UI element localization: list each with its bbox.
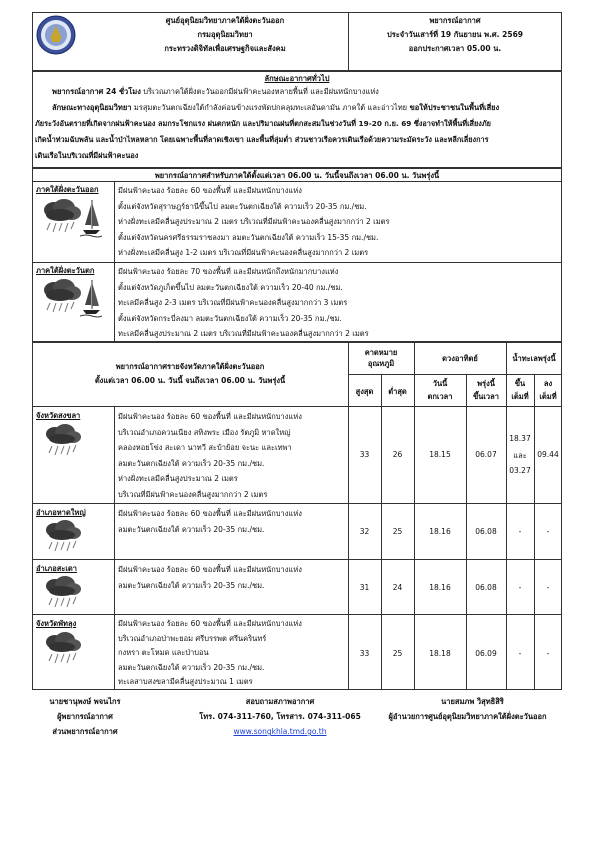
row-temp-min: 24 <box>392 583 403 592</box>
row-tide-high: 18.37 <box>509 434 531 443</box>
region-west-line: ทะเลมีคลื่นสูง 2-3 เมตร บริเวณที่มีฝนฟ้าคะนองคลื่นสูงมากกว่า 3 เมตร <box>118 298 348 307</box>
region-west-line: ตั้งแต่จังหวัดกระบี่ลงมา ลมตะวันตกเฉียงใต้ ความเร็ว 20-35 กม./ชม. <box>118 313 342 323</box>
general-paragraph-2-line-2: ภัยระวังอันตรายที่เกิดจากฝนฟ้าคะนอง ลมกระโชกแรง ฝนตกหนัก และปริมาณฝนที่ตกสะสมในช่วงวันที่ 19-20 ก.ย. 69 ซึ่งอาจทำให้พื้นที่เสี่ยงภัย <box>35 119 491 128</box>
provincial-subheading: ตั้งแต่เวลา 06.00 น. วันนี้ จนถึงเวลา 06.00 น. วันพรุ่งนี้ <box>94 376 286 385</box>
row-sunset: 18.18 <box>429 649 451 658</box>
contact-heading: สอบถามสภาพอากาศ <box>245 697 315 706</box>
row-forecast-line: คลองหอยโข่ง สะเดา นาทวี สะบ้าย้อย จะนะ และเทพา <box>118 443 292 452</box>
row-sunset: 18.16 <box>429 583 451 592</box>
region-west-line: มีฝนฟ้าคะนอง ร้อยละ 70 ของพื้นที่ และมีฝนหนักถึงหนักมากบางแห่ง <box>118 267 339 276</box>
rain-cloud-icon <box>40 574 88 610</box>
region-east-line: ตั้งแต่จังหวัดนครศรีธรรมราชลงมา ลมตะวันตกเฉียงใต้ ความเร็ว 15-35 กม./ชม. <box>118 232 379 242</box>
rain-cloud-icon <box>40 630 88 666</box>
col-temp-header: อุณหภูมิ <box>367 359 395 368</box>
page-title: พยากรณ์อากาศ <box>429 16 481 25</box>
row-temp-max: 32 <box>359 527 370 536</box>
col-min-header: ต่ำสุด <box>388 387 407 396</box>
row-tide-high: - <box>518 527 522 536</box>
row-forecast-line: มีฝนฟ้าคะนอง ร้อยละ 60 ของพื้นที่ และมีฝนหนักบางแห่ง <box>118 619 302 628</box>
regional-row-rule <box>32 262 562 263</box>
row-tide-high: - <box>518 583 522 592</box>
row-tide-low: - <box>546 527 550 536</box>
row-rule <box>32 406 562 407</box>
region-west-line: ตั้งแต่จังหวัดภูเก็ตขึ้นไป ลมตะวันตกเฉียงใต้ ความเร็ว 20-40 กม./ชม. <box>118 282 343 292</box>
row-forecast-line: ลมตะวันตกเฉียงใต้ ความเร็ว 20-35 กม./ชม. <box>118 458 265 468</box>
col-low-header: เต็มที่ <box>539 392 557 401</box>
region-east-line: ตั้งแต่จังหวัดสุราษฎร์ธานีขึ้นไป ลมตะวันตกเฉียงใต้ ความเร็ว 20-35 กม./ชม. <box>118 201 367 211</box>
website-link[interactable]: www.songkhla.tmd.go.th <box>233 727 327 736</box>
row-forecast-line: มีฝนฟ้าคะนอง ร้อยละ 60 ของพื้นที่ และมีฝนหนักบางแห่ง <box>118 412 302 421</box>
col-sunset-header: ตกเวลา <box>427 392 453 401</box>
row-sunrise: 06.09 <box>475 649 497 658</box>
region-label-west: ภาคใต้ฝั่งตะวันตก <box>36 266 95 275</box>
header-divider <box>348 12 349 71</box>
row-tide-low: - <box>546 649 550 658</box>
issued-time: ออกประกาศเวลา 05.00 น. <box>408 44 502 53</box>
row-forecast-line: บริเวณอำเภอควนเนียง สทิงพระ เมือง รัตภูมิ หาดใหญ่ <box>118 427 291 437</box>
forecaster-unit: ส่วนพยากรณ์อากาศ <box>52 727 118 736</box>
region-east-line: ห่างฝั่งทะเลมีคลื่นสูงประมาณ 2 เมตร บริเวณที่มีฝนฟ้าคะนองคลื่นสูงมากกว่า 2 เมตร <box>118 217 390 226</box>
header-sub-rule <box>348 374 562 375</box>
region-label-east: ภาคใต้ฝั่งตะวันออก <box>36 185 99 194</box>
row-forecast-line: มีฝนฟ้าคะนอง ร้อยละ 60 ของพื้นที่ และมีฝนหนักบางแห่ง <box>118 509 302 518</box>
row-forecast-text <box>118 506 346 537</box>
rain-cloud-icon <box>40 422 88 458</box>
col-high-header: ขึ้น <box>514 379 526 388</box>
row-sunset: 18.16 <box>429 527 451 536</box>
row-temp-min: 26 <box>392 450 403 459</box>
regional-heading: พยากรณ์อากาศสำหรับภาคใต้ตั้งแต่เวลา 06.00 น. วันนี้จนถึงเวลา 06.00 น. วันพรุ่งนี้ <box>154 171 440 180</box>
col-sunrise-header: ขึ้นเวลา <box>473 392 499 401</box>
col-tide-header: น้ำทะเลพรุ่งนี้ <box>512 354 556 363</box>
row-sunrise: 06.08 <box>475 527 497 536</box>
region-west-text <box>118 264 558 342</box>
col-low-header: ลง <box>543 379 553 388</box>
general-paragraph-2-line-3: เกิดน้ำท่วมฉับพลัน และน้ำป่าไหลหลาก โดยเฉพาะพื้นที่ลาดเชิงเขา และพื้นที่ลุ่มต่ำ ส่วนชาวเรือควรเดินเรือด้วยความระมัดระวัง และหลีกเลี่ยงการ <box>35 135 489 144</box>
forecaster-name: นายชานุพงษ์ พจนไกร <box>49 697 121 706</box>
meteorology-lead: ลักษณะทางอุตุนิยมวิทยา <box>52 103 132 112</box>
forecast-date: ประจำวันเสาร์ที่ 19 กันยายน พ.ศ. 2569 <box>386 30 524 39</box>
row-forecast-text <box>118 562 346 593</box>
rain-cloud-and-sailboat-icon <box>36 196 102 240</box>
row-rule <box>32 614 562 615</box>
row-forecast-line: ห่างฝั่งทะเลมีคลื่นสูงประมาณ 2 เมตร <box>118 474 238 483</box>
general-heading: ลักษณะอากาศทั่วไป <box>264 74 330 83</box>
rain-cloud-and-sailboat-icon <box>36 276 102 320</box>
row-sunset: 18.15 <box>429 450 451 459</box>
col-high-header: เต็มที่ <box>511 392 529 401</box>
forecast-24h-text: บริเวณภาคใต้ฝั่งตะวันออกมีฝนฟ้าคะนองหลายพื้นที่ และมีฝนหนักบางแห่ง <box>140 87 379 96</box>
row-temp-max: 31 <box>359 583 370 592</box>
row-sunrise: 06.08 <box>475 583 497 592</box>
region-east-text <box>118 183 558 261</box>
row-temp-min: 25 <box>392 527 403 536</box>
contact-phone: โทร. 074-311-760, โทรสาร. 074-311-065 <box>199 712 361 721</box>
org-department: กรมอุตุนิยมวิทยา <box>197 30 253 39</box>
col-max-header: สูงสุด <box>355 387 374 396</box>
row-forecast-line: ลมตะวันตกเฉียงใต้ ความเร็ว 20-35 กม./ชม. <box>118 580 265 590</box>
general-paragraph-2-line-4: เดินเรือในบริเวณที่มีฝนฟ้าคะนอง <box>35 151 139 160</box>
col-sun-header: ดวงอาทิตย์ <box>442 354 478 363</box>
org-name: ศูนย์อุตุนิยมวิทยาภาคใต้ฝั่งตะวันออก <box>165 16 285 25</box>
forecaster-title: ผู้พยากรณ์อากาศ <box>57 712 113 721</box>
row-forecast-line: มีฝนฟ้าคะนอง ร้อยละ 60 ของพื้นที่ และมีฝนหนักบางแห่ง <box>118 565 302 574</box>
row-rule <box>32 559 562 560</box>
row-area-name: จังหวัดสงขลา <box>36 411 81 420</box>
forecast-24h-lead: พยากรณ์อากาศ 24 ชั่วโมง <box>52 87 141 96</box>
row-temp-max: 33 <box>359 450 370 459</box>
row-tide-high: - <box>518 649 522 658</box>
regional-heading-rule <box>32 181 562 182</box>
row-area-name: อำเภอหาดใหญ่ <box>36 508 86 517</box>
row-rule <box>32 503 562 504</box>
director-name: นายสมภพ วิสุทธิสิริ <box>441 697 504 706</box>
row-temp-min: 25 <box>392 649 403 658</box>
region-east-line: มีฝนฟ้าคะนอง ร้อยละ 60 ของพื้นที่ และมีฝนหนักบางแห่ง <box>118 186 302 195</box>
row-forecast-text <box>118 617 346 690</box>
director-title: ผู้อำนวยการศูนย์อุตุนิยมวิทยาภาคใต้ฝั่งตะวันออก <box>388 712 547 721</box>
col-temp-header: คาดหมาย <box>364 348 398 357</box>
col-rule <box>114 406 115 690</box>
row-area-name: จังหวัดพัทลุง <box>36 619 77 628</box>
meteorology-text: มรสุมตะวันตกเฉียงใต้กำลังค่อนข้างแรงพัดปกคลุมทะเลอันดามัน ภาคใต้ และอ่าวไทย <box>131 103 408 112</box>
col-sunrise-header: พรุ่งนี้ <box>477 379 495 388</box>
row-forecast-text <box>118 409 346 502</box>
general-paragraph-2-line-1 <box>52 103 557 114</box>
row-forecast-line: บริเวณอำเภอป่าพะยอม ศรีบรรพต ศรีนครินทร์ <box>118 633 267 643</box>
region-east-line: ห่างฝั่งทะเลมีคลื่นสูง 1-2 เมตร บริเวณที่มีฝนฟ้าคะนองคลื่นสูงมากกว่า 2 เมตร <box>118 248 369 257</box>
row-tide-high: และ <box>513 451 527 460</box>
region-west-line: ทะเลมีคลื่นสูงประมาณ 2 เมตร บริเวณที่มีฝนฟ้าคะนองคลื่นสูงมากกว่า 2 เมตร <box>118 329 369 338</box>
row-temp-max: 33 <box>359 649 370 658</box>
provincial-heading: พยากรณ์อากาศรายจังหวัดภาคใต้ฝั่งตะวันออก <box>115 362 265 371</box>
row-forecast-line: ทะเลสาบสงขลามีคลื่นสูงประมาณ 1 เมตร <box>118 677 253 686</box>
row-forecast-line: กงหรา ตะโหมด และป่าบอน <box>118 648 209 657</box>
tmd-emblem-icon <box>36 15 76 55</box>
row-tide-low: 09.44 <box>537 450 559 459</box>
row-forecast-line: ลมตะวันตกเฉียงใต้ ความเร็ว 20-35 กม./ชม. <box>118 662 265 672</box>
general-paragraph-1 <box>52 87 557 98</box>
warning-text: ขอให้ประชาชนในพื้นที่เสี่ยง <box>407 103 500 112</box>
col-sunset-header: วันนี้ <box>432 379 448 388</box>
row-forecast-line: บริเวณที่มีฝนฟ้าคะนองคลื่นสูงมากกว่า 2 เมตร <box>118 489 268 499</box>
row-tide-low: - <box>546 583 550 592</box>
row-area-name: อำเภอสะเดา <box>36 564 77 573</box>
row-tide-high: 03.27 <box>509 466 531 475</box>
row-sunrise: 06.07 <box>475 450 497 459</box>
row-forecast-line: ลมตะวันตกเฉียงใต้ ความเร็ว 20-35 กม./ชม. <box>118 524 265 534</box>
org-ministry: กระทรวงดิจิทัลเพื่อเศรษฐกิจและสังคม <box>164 44 286 53</box>
rain-cloud-icon <box>40 518 88 554</box>
